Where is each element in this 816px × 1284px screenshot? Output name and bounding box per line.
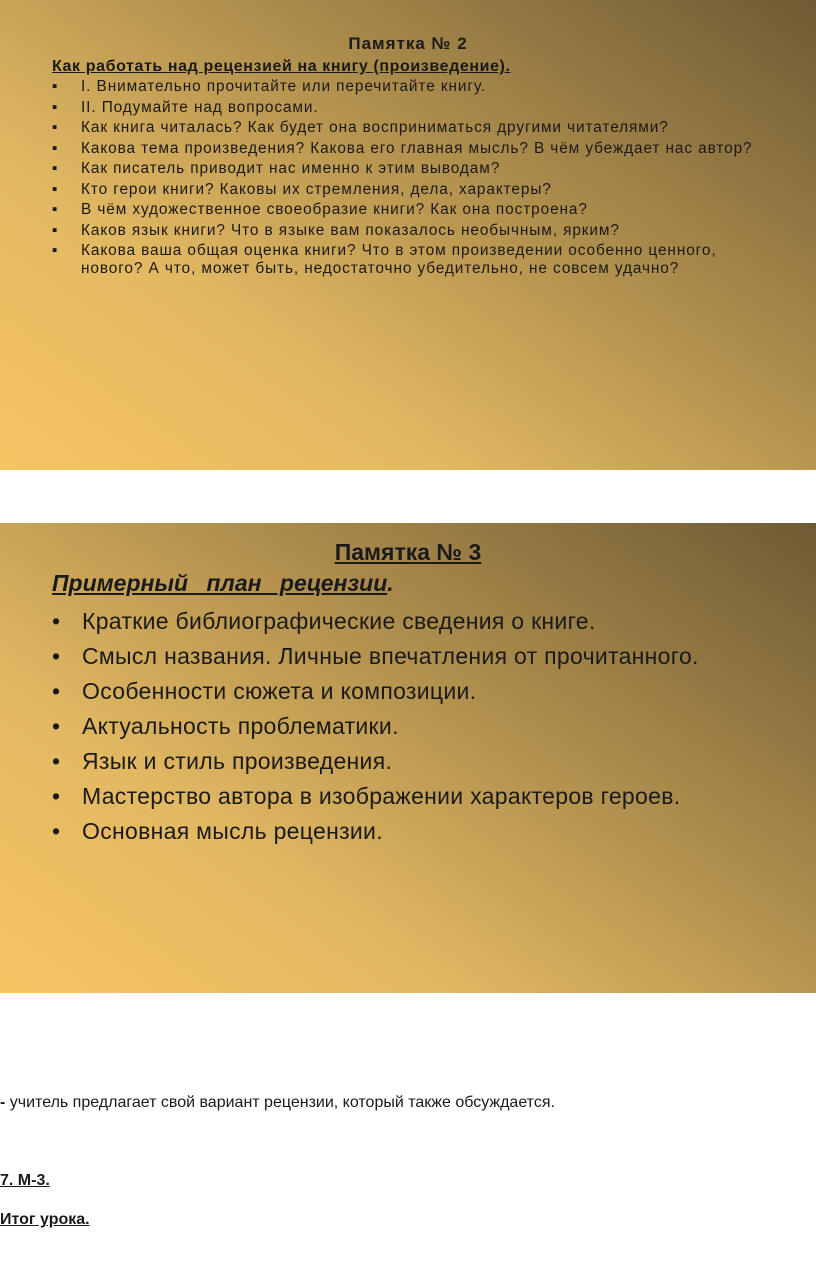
square-bullet-icon: ▪ <box>52 180 59 198</box>
square-bullet-icon: ▪ <box>52 160 59 177</box>
memo-3-title: Памятка № 3 <box>334 539 482 565</box>
square-bullet-icon: ▪ <box>52 221 59 239</box>
memo-3-list <box>52 607 764 846</box>
square-bullet-icon: ▪ <box>52 242 59 259</box>
memo-2-list <box>52 78 764 278</box>
square-bullet-icon: ▪ <box>52 98 59 116</box>
list-item: • Актуальность проблематики. <box>52 713 399 739</box>
lesson-summary-heading: Итог урока. <box>0 1211 90 1228</box>
list-item: • Смысл названия. Личные впечатления от прочитанного. <box>52 643 699 669</box>
round-bullet-icon: • <box>52 643 61 669</box>
memo-3-slide <box>0 523 816 993</box>
list-item: • Краткие библиографические сведения о книге. <box>52 608 596 634</box>
list-item: • Мастерство автора в изображении характеров героев. <box>52 783 681 809</box>
list-item: ▪ II. Подумайте над вопросами. <box>52 98 319 116</box>
memo-3-subtitle: Примерный план рецензии. <box>52 570 394 596</box>
memo-2-slide <box>0 0 816 470</box>
square-bullet-icon: ▪ <box>52 201 59 218</box>
memo-2-title: Памятка № 2 <box>348 34 468 53</box>
list-item: ▪ В чём художественное своеобразие книги? Как она построена? <box>52 201 588 218</box>
list-item: • Особенности сюжета и композиции. <box>52 678 477 704</box>
memo-2-subtitle: Как работать над рецензией на книгу (произведение). <box>52 58 511 75</box>
round-bullet-icon: • <box>52 713 61 739</box>
round-bullet-icon: • <box>52 608 61 634</box>
square-bullet-icon: ▪ <box>52 139 59 157</box>
teacher-variant-paragraph: - учитель предлагает свой вариант рецензии, который также обсуждается. <box>0 1094 555 1111</box>
list-item: ▪ Кто герои книги? Каковы их стремления, дела, характеры? <box>52 180 552 198</box>
round-bullet-icon: • <box>52 748 61 774</box>
square-bullet-icon: ▪ <box>52 119 59 136</box>
list-item: ▪ Как писатель приводит нас именно к этим выводам? <box>52 160 501 177</box>
round-bullet-icon: • <box>52 818 61 844</box>
list-item: ▪ Какова ваша общая оценка книги? Что в этом произведении особенно ценного, нового? А что, может быть, недостаточно убедительно, не совсем удачно? <box>52 242 717 277</box>
list-item: ▪ I. Внимательно прочитайте или перечитайте книгу. <box>52 78 487 95</box>
list-item: • Основная мысль рецензии. <box>52 818 383 844</box>
list-item: • Язык и стиль произведения. <box>52 748 393 774</box>
list-item: ▪ Каков язык книги? Что в языке вам показалось необычным, ярким? <box>52 221 620 239</box>
round-bullet-icon: • <box>52 678 61 704</box>
list-item: ▪ Как книга читалась? Как будет она восприниматься другими читателями? <box>52 119 669 136</box>
list-item: ▪ Какова тема произведения? Какова его главная мысль? В чём убеждает нас автор? <box>52 139 753 157</box>
section-number-heading: 7. М-3. <box>0 1172 50 1189</box>
round-bullet-icon: • <box>52 783 61 809</box>
square-bullet-icon: ▪ <box>52 78 59 95</box>
